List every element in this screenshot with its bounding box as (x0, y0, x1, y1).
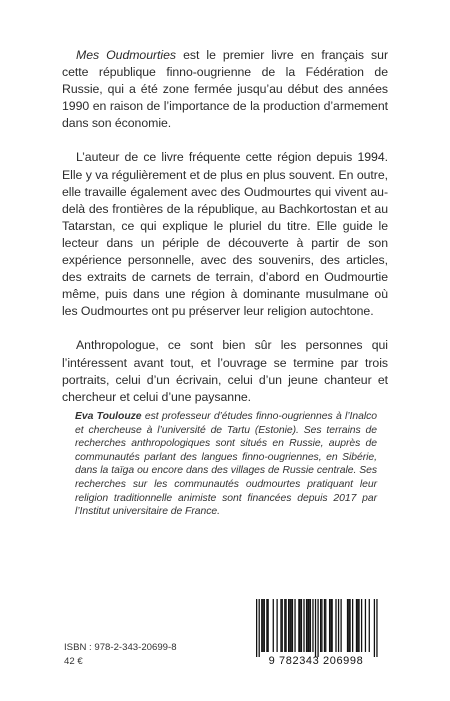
barcode-bar (374, 599, 375, 657)
barcode-bar (266, 599, 267, 652)
barcode-bar (352, 599, 353, 652)
barcode-bar (348, 599, 349, 652)
isbn-block (64, 641, 177, 668)
barcode-bar (340, 599, 341, 652)
barcode-bar (320, 599, 321, 652)
description-paragraph-1 (62, 47, 388, 132)
barcode-bar (292, 599, 293, 652)
barcode-bar (330, 599, 331, 652)
barcode-bar (294, 599, 295, 652)
barcode-bar (264, 599, 265, 652)
barcode-bar (315, 599, 316, 657)
barcode-bar (261, 599, 262, 652)
book-description (62, 47, 388, 406)
barcode-bar (361, 599, 362, 652)
author-bio-paragraph (75, 410, 377, 519)
description-paragraph-2: L’auteur de ce livre fréquente cette région depuis 1994. Elle y va régulièrement et de plus en plus souvent. En outre, elle travaille également avec des Oudmourtes qui vivent au-delà des frontières de la république, au Bachkortostan et au Tatarstan, ce qui explique le pluriel du titre. Elle guide le lecteur dans un périple de découverte à partir de son expérience personnelle, avec des souvenirs, des articles, des extraits de carnets de terrain, d’abord en Oudmourtie même, puis dans une région à dominante musulmane où les Oudmourtes ont pu préserver leur religion autochtone. (62, 150, 388, 319)
barcode-bar (349, 599, 350, 652)
barcode-bar (303, 599, 304, 652)
barcode-bar (369, 599, 370, 652)
barcode-bar (312, 599, 313, 652)
barcode-bar (329, 599, 330, 652)
barcode-bar (338, 599, 339, 652)
barcode-bar (268, 599, 269, 652)
barcode-bar (273, 599, 274, 652)
barcode-bar (306, 599, 307, 652)
barcode-bar (300, 599, 301, 652)
barcode-bar (357, 599, 358, 652)
description-paragraph-1-text: est le premier livre en français sur cette république finno-ougrienne de la Fédération de Russie, qui a été zone fermée jusqu’au début des années 1990 en raison de l’importance de la production d’armement dans son économie. (62, 48, 388, 131)
barcode-icon (248, 597, 384, 657)
barcode-bar (325, 599, 326, 652)
barcode-bar (307, 599, 308, 652)
barcode-bar (276, 599, 277, 652)
barcode (248, 597, 384, 669)
barcode-bar (259, 599, 260, 657)
isbn-number: ISBN : 978-2-343-20699-8 (64, 642, 177, 653)
author-name: Eva Toulouze (75, 411, 142, 422)
barcode-bar (310, 599, 311, 652)
barcode-bar (317, 599, 318, 657)
barcode-bar (308, 599, 309, 652)
barcode-bar (321, 599, 322, 652)
barcode-bar (285, 599, 286, 652)
barcode-bar (298, 599, 299, 652)
barcode-bar (347, 599, 348, 652)
barcode-bar (289, 599, 290, 652)
author-bio-text: est professeur d’études finno-ougriennes à l’Inalco et chercheuse à l’université de Tartu (Estonie). Ses terrains de recherches anthropologiques sont situés en Russie, auprès de communautés parlant des langues finno-ougriennes, en Sibérie, dans la taïga ou encore dans des villages de Russie centrale. Ses recherches sur les communautés oudmourtes pratiquant leur religion traditionnelle animiste sont financées depuis 2017 par l’Institut universitaire de France. (75, 411, 377, 518)
barcode-bar (291, 599, 292, 652)
barcode-bar (256, 599, 257, 657)
barcode-bar (358, 599, 359, 652)
barcode-bar (324, 599, 325, 652)
barcode-bar (301, 599, 302, 652)
barcode-bar (332, 599, 333, 652)
barcode-bar (284, 599, 285, 652)
barcode-bar (335, 599, 336, 652)
barcode-bar (356, 599, 357, 652)
barcode-digits: 9 782343 206998 (268, 655, 364, 667)
barcode-bar (282, 599, 283, 652)
barcode-bar (365, 599, 366, 652)
author-bio (75, 410, 377, 519)
barcode-bar (280, 599, 281, 652)
description-paragraph-3: Anthropologue, ce sont bien sûr les personnes qui l’intéressent avant tout, et l’ouvrage se termine par trois portraits, celui d’un écrivain, celui d’un jeune chanteur et chercheur et celui d’une paysanne. (62, 338, 388, 404)
book-title: Mes Oudmourties (76, 48, 176, 62)
barcode-bar (288, 599, 289, 652)
price: 42 € (64, 655, 83, 667)
barcode-bar (376, 599, 377, 657)
barcode-bar (262, 599, 263, 652)
